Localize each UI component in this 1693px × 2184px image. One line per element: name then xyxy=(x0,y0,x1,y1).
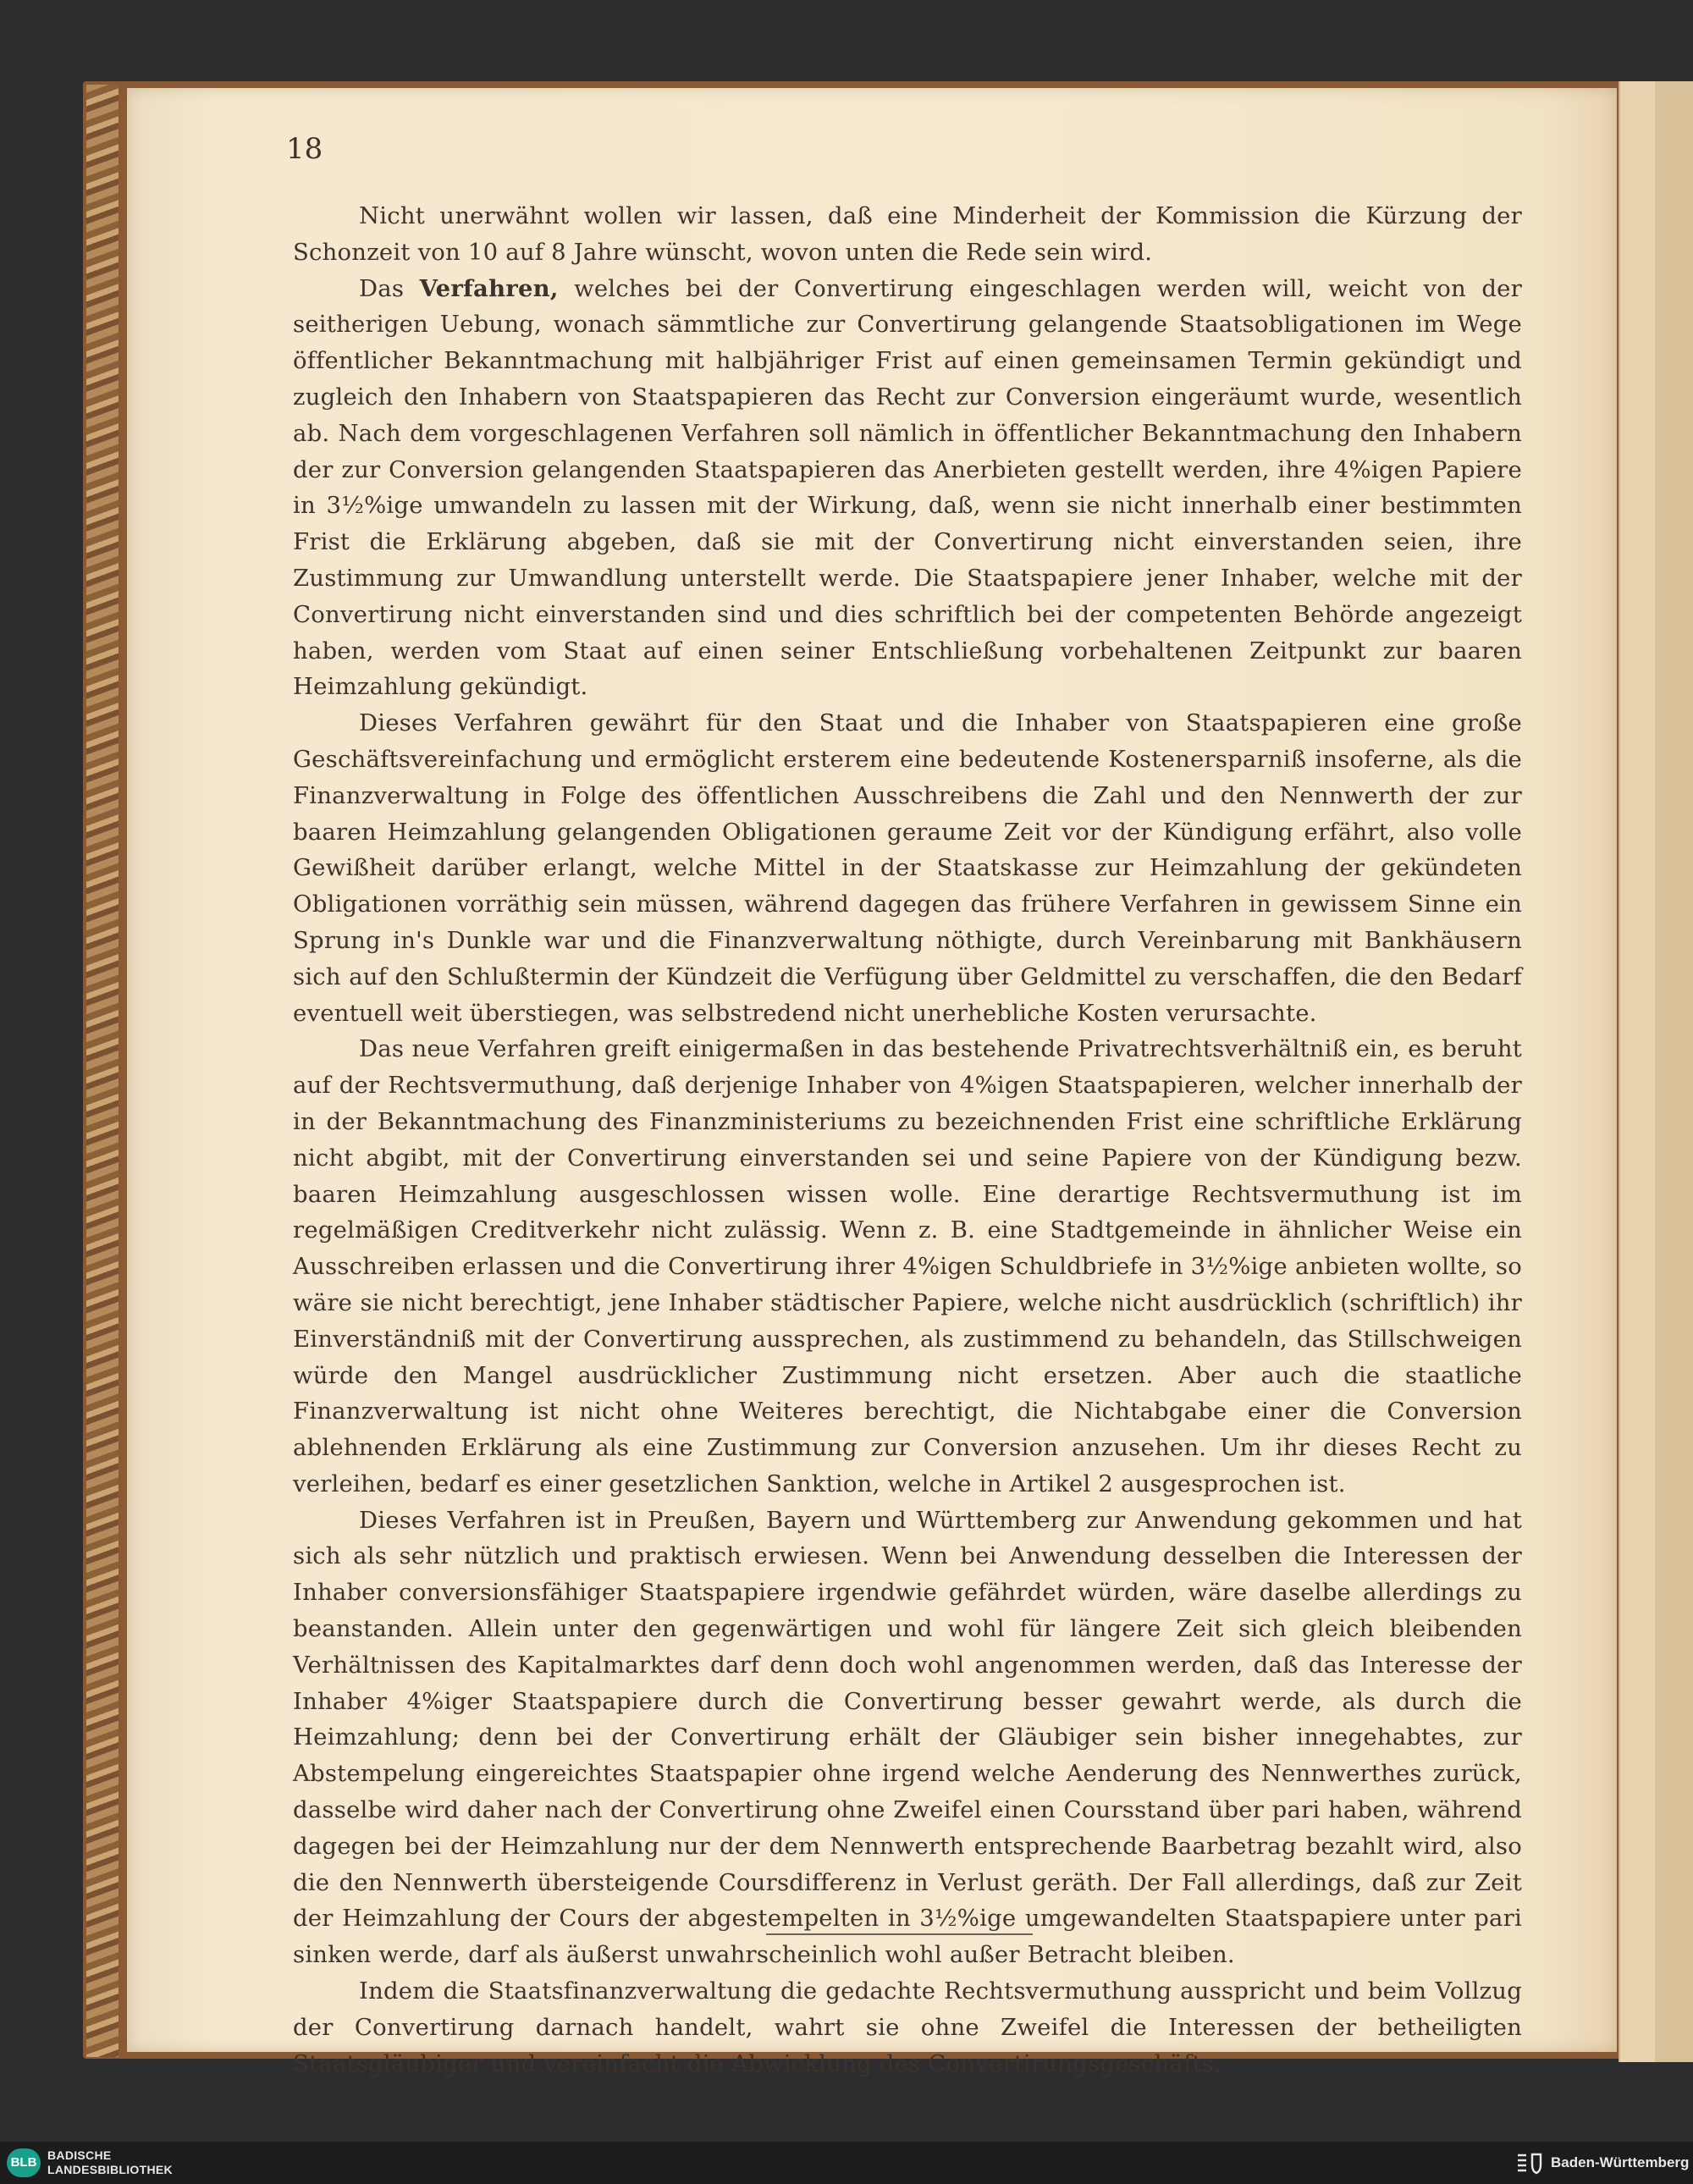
facing-page-strip xyxy=(1655,81,1693,2062)
paragraph-2 xyxy=(293,271,1522,706)
paragraph-5: Dieses Verfahren ist in Preußen, Bayern und Württemberg zur Anwendung gekommen und hat sich als sehr nützlich und praktisch erwiesen. Wenn bei Anwendung desselben die Interessen der Inhaber conversionsfähiger Staatspapiere irgendwie gefährdet würden, wäre daselbe allerdings zu beanstanden. Allein unter den gegenwärtigen und wohl für längere Zeit sich gleich bleibenden Verhältnissen des Kapitalmarktes darf denn doch wohl angenommen werden, daß das Interesse der Inhaber 4%iger Staatspapiere durch die Convertirung besser gewahrt werde, als durch die Heimzahlung; denn bei der Convertirung erhält der Gläubiger sein bisher innegehabtes, zur Abstempelung eingereichtes Staatspapier ohne irgend welche Aenderung des Nennwerthes zurück, dasselbe wird daher nach der Convertirung ohne Zweifel einen Coursstand über pari haben, während dagegen bei der Heimzahlung nur der dem Nennwerth entsprechende Baarbetrag bezahlt wird, also die den Nennwerth übersteigende Coursdifferenz in Verlust geräth. Der Fall allerdings, daß zur Zeit der Heimzahlung der Cours der abgestempelten in 3½%ige umgewandelten Staatspapiere unter pari sinken werde, darf als äußerst unwahrscheinlich wohl außer Betracht bleiben. xyxy=(293,1506,1522,1969)
blb-logo[interactable]: BLB xyxy=(7,2148,41,2177)
library-name-line1: BADISCHE xyxy=(47,2148,112,2162)
paragraph-2-body: welches bei der Convertirung eingeschlagen werden will, weicht von der seitherigen Uebung, wonach sämmtliche zur Convertirung gelangende Staatsobligationen im Wege öffentlicher Bekanntmachung mit halbjähriger Frist auf einen gemeinsamen Termin gekündigt und zugleich den Inhabern von Staatspapieren das Recht zur Conversion eingeräumt wurde, wesentlich ab. Nach dem vorgeschlagenen Verfahren soll nämlich in öffentlicher Bekanntmachung den Inhabern der zur Conversion gelangenden Staatspapieren das Anerbieten gestellt werden, ihre 4%igen Papiere in 3½%ige umwandeln zu lassen mit der Wirkung, daß, wenn sie nicht innerhalb einer bestimmten Frist die Erklärung abgeben, daß sie mit der Convertirung nicht einverstanden seien, ihre Zustimmung zur Umwandlung unterstellt werde. Die Staatspapiere jener Inhaber, welche mit der Convertirung nicht einverstanden sind und dies schriftlich bei der competenten Behörde angezeigt haben, werden vom Staat auf einen seiner Entschließung vorbehaltenen Zeitpunkt zur baaren Heimzahlung gekündigt. xyxy=(293,274,1522,701)
paragraph-2-emphasis: Verfahren, xyxy=(419,274,559,302)
paragraph-6: Indem die Staatsfinanzverwaltung die gedachte Rechtsvermuthung ausspricht und beim Vollzug der Convertirung darnach handelt, wahrt sie ohne Zweifel die Interessen der betheiligten Staatsgläubiger und vereinfacht die Abwicklung des Convertirungsgeschäfts. xyxy=(293,1977,1522,2077)
viewer-footer xyxy=(0,2142,1693,2184)
paragraph-1: Nicht unerwähnt wollen wir lassen, daß eine Minderheit der Kommission die Kürzung der Schonzeit von 10 auf 8 Jahre wünscht, wovon unten die Rede sein wird. xyxy=(293,202,1522,266)
paragraph-3: Dieses Verfahren gewährt für den Staat und die Inhaber von Staatspapieren eine große Geschäftsvereinfachung und ermöglicht ersterem eine bedeutende Kostenersparniß insoferne, als die Finanzverwaltung in Folge des öffentlichen Ausschreibens die Zahl und den Nennwerth der zur baaren Heimzahlung gelangenden Obligationen geraume Zeit vor der Kündigung erfährt, also volle Gewißheit darüber erlangt, welche Mittel in der Staatskasse zur Heimzahlung der gekündeten Obligationen vorräthig sein müssen, während dagegen das frühere Verfahren in gewissem Sinne ein Sprung in's Dunkle war und die Finanzverwaltung nöthigte, durch Vereinbarung mit Bankhäusern sich auf den Schlußtermin der Kündzeit die Verfügung über Geldmittel zu verschaffen, die den Bedarf eventuell weit überstiegen, was selbstredend nicht unerhebliche Kosten verursachte. xyxy=(293,709,1522,1027)
paragraph-4: Das neue Verfahren greift einigermaßen in das bestehende Privatrechtsverhältniß ein, es beruht auf der Rechtsvermuthung, daß derjenige Inhaber von 4%igen Staatspapieren, welcher innerhalb der in der Bekanntmachung des Finanzministeriums zu bezeichnenden Frist eine schriftliche Erklärung nicht abgibt, mit der Convertirung einverstanden sei und seine Papiere von der Kündigung bezw. baaren Heimzahlung ausgeschlossen wissen wolle. Eine derartige Rechtsvermuthung ist im regelmäßigen Creditverkehr nicht zulässig. Wenn z. B. eine Stadtgemeinde in ähnlicher Weise ein Ausschreiben erlassen und die Convertirung ihrer 4%igen Schuldbriefe in 3½%ige anbieten wollte, so wäre sie nicht berechtigt, jene Inhaber städtischer Papiere, welche nicht ausdrücklich (schriftlich) ihr Einverständniß mit der Convertirung aussprechen, als zustimmend zu behandeln, das Stillschweigen würde den Mangel ausdrücklicher Zustimmung nicht ersetzen. Aber auch die staatliche Finanzverwaltung ist nicht ohne Weiteres berechtigt, die Nichtabgabe einer die Conversion ablehnenden Erklärung als eine Zustimmung zur Conversion anzusehen. Um ihr dieses Recht zu verleihen, bedarf es einer gesetzlichen Sanktion, welche in Artikel 2 ausgesprochen ist. xyxy=(293,1035,1522,1497)
library-name[interactable] xyxy=(47,2148,173,2177)
page-number: 18 xyxy=(286,132,323,166)
marbled-endpaper xyxy=(86,85,119,2057)
paragraph-2-lead: Das xyxy=(359,274,405,302)
page-text xyxy=(293,198,1522,2082)
library-name-line2: LANDESBIBLIOTHEK xyxy=(47,2163,173,2176)
book-page xyxy=(127,88,1617,2077)
state-coat-of-arms-icon xyxy=(1515,2151,1544,2175)
end-rule xyxy=(766,1933,1033,1935)
state-name[interactable]: Baden-Württemberg xyxy=(1551,2154,1690,2170)
